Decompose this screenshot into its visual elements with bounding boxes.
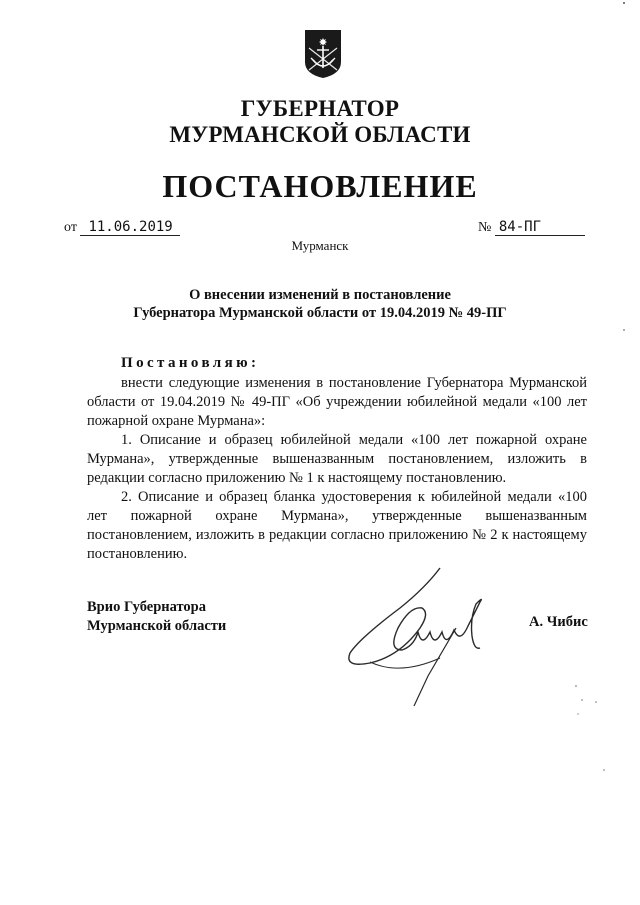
coat-of-arms-icon bbox=[303, 28, 343, 80]
city-label: Мурманск bbox=[291, 238, 349, 253]
signatory-name: А. Чибис bbox=[529, 614, 588, 630]
body-intro: внести следующие изменения в постановление Губернатора Мурманской области от 19.04.2019 № 49-ПГ «Об учреждении юбилейной медали «100 лет пожарной охране Мурмана»: bbox=[87, 375, 587, 429]
date-prefix: от bbox=[64, 220, 77, 235]
authority-title-line2: МУРМАНСКОЙ ОБЛАСТИ bbox=[169, 122, 471, 147]
body-item-2: 2. Описание и образец бланка удостоверения к юбилейной медали «100 лет пожарной охране Мурмана», утвержденные вышеназванным постановлением, изложить в редакции согласно приложению № 2 к настоящему постановлению. bbox=[87, 489, 587, 562]
date-field bbox=[64, 219, 180, 236]
number-field bbox=[478, 219, 585, 236]
subject-line1: О внесении изменений в постановление bbox=[189, 287, 451, 303]
body-item-1: 1. Описание и образец юбилейной медали «100 лет пожарной охране Мурмана», утвержденные вышеназванным постановлением, изложить в редакции согласно приложению № 1 к настоящему постановлению. bbox=[87, 432, 587, 486]
decree-word: Постановляю: bbox=[121, 355, 260, 371]
authority-title-line1: ГУБЕРНАТОР bbox=[240, 96, 400, 121]
signatory-position bbox=[87, 598, 226, 636]
date-value: 11.06.2019 bbox=[80, 219, 180, 236]
number-prefix: № bbox=[478, 220, 492, 235]
body-text bbox=[87, 374, 587, 564]
number-value: 84-ПГ bbox=[495, 219, 585, 236]
signatory-position-line1: Врио Губернатора bbox=[87, 599, 206, 615]
document-type-title: ПОСТАНОВЛЕНИЕ bbox=[162, 168, 478, 204]
handwritten-signature bbox=[330, 558, 510, 718]
signatory-position-line2: Мурманской области bbox=[87, 618, 227, 634]
subject-line2: Губернатора Мурманской области от 19.04.2019 № 49-ПГ bbox=[133, 305, 507, 321]
